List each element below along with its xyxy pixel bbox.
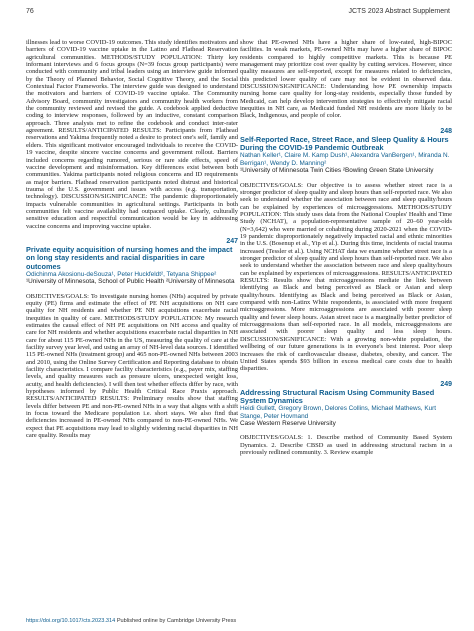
- abstract-number: 248: [440, 127, 452, 135]
- journal-title: JCTS 2023 Abstract Supplement: [348, 8, 450, 15]
- continued-abstract-text: show that PE-owned NHs have a higher share of low-rated, high-BIPOC facilities. In weak markets, PE-owned NHs may have a higher share of BIPOC residents compared to highly competitive markets. This is because PE management may prioritize cost over quality by cutting services. However, since quality measures are self-reported, except for measures related to deficiencies, this predicted lower quality of care may not be evident in observed data. DISCUSSION/SIGNIFICANCE: Understanding how PE ownership impacts nursing home care quality for long-stay residents, especially those funded by Medicaid, can help develop intervention strategies to effectively mitigate racial inequities in NH care, as Medicaid funded NH residents are more likely to be Black, Indigenous, and people of color.: [240, 39, 452, 120]
- abstract-authors[interactable]: Heidi Gullett, Gregory Brown, Delores Collins, Michael Mathews, Kurt Stange, Peter Hovmand: [240, 405, 437, 420]
- abstract-number: 247: [226, 237, 238, 245]
- abstract-affiliation: ¹University of Minnesota Twin Cities ²Bowling Green State University: [240, 167, 434, 175]
- page-header: [26, 8, 450, 22]
- abstract-title: Private equity acquisition of nursing homes and the impact on long stay residents and racial disparities in care outcomes: [26, 244, 233, 271]
- page-number: 76: [26, 8, 34, 15]
- abstract-body: OBJECTIVES/GOALS: Our objective is to assess whether street race is a stronger predictor of sleep quality and sleep hours than self-reported race. We also seek to understand whether the association between race and sleep quality/hours can be explained by experiences of microaggressions. METHODS/STUDY POPULATION: This study uses data from the National Couples' Health and Time Study (NCHAT), a population-representative sample of 20–60 year-olds (N=3,642) who were married or cohabiting during 2020-2021 when the COVID-19 pandemic disproportionately negatively impacted racial and ethnic minorities in the U.S. (Bosenup et al., Yip et al.). During this time, incidents of racial trauma increased (Tessler et al.). Using NCHAT data we examine whether street race is a stronger predictor of sleep quality and sleep hours than self-reported race. We also seek to understand whether the association between race and sleep quality/hours can be explained by experiences of microaggressions. RESULTS/ANTICIPATED RESULTS: Results show that microaggressions mediate the link between identifying as Black and being perceived as Black or Asian and sleep quality/hours. Identifying as Black and being perceived as Black or Asian, compared with non-Latinx White respondents, is associated with more frequent microaggressions. More microaggressions are associated with poorer sleep quality and fewer sleep hours. Asian street race is a marginally better predictor of microaggressions than self-reported race. In all models, microaggressions are associated with poorer sleep quality and less sleep hours. DISCUSSION/SIGNIFICANCE: With a growing non-white population, the wellbeing of our future generations is in everyone's best interest. Poor sleep increases the risk of cardiovascular disease, diabetes, obesity, and cancer. The United States spends $93 billion in excess medical care costs due to health disparities.: [240, 181, 452, 373]
- doi-link[interactable]: https://doi.org/10.1017/cts.2023.314: [26, 618, 116, 624]
- abstract-authors[interactable]: Odichinma Akosionu-deSouza¹, Peter Huckfeldt², Tetyana Shippee²: [26, 270, 217, 278]
- abstract-number: 249: [440, 380, 452, 388]
- right-column: [240, 39, 452, 456]
- abstract-authors[interactable]: Nathan Keller¹, Claire M. Kamp Dush¹, Alexandra VanBergen¹, Miranda N. Berrigan¹, Wendy D. Manning²: [240, 152, 450, 167]
- abstract-title: Self-Reported Race, Street Race, and Sleep Quality & Hours During the COVID-19 Pandemic Outbreak: [240, 134, 449, 153]
- abstract-body: OBJECTIVES/GOALS: 1. Describe method of Community Based System Dynamics. 2. Describe CBSD as used in addressing structural racism in a previously redlined community. 3. Review example: [240, 434, 452, 457]
- continued-abstract-text: illnesses lead to worse COVID-19 outcomes. This study identifies motivators and barriers of COVID-19 vaccine uptake in the Latino and Flathead Reservation agricultural communities. METHODS/STUDY POPULATION: Thirty key informant interviews and 6 focus groups (N=39 focus group participants) were conducted with community and tribal leaders using an interview guide informed by the Theory of Planned Behavior, Social Cognitive Theory, and the Social Contextual Factor Frameworks. The interview guide was designed to understand the motivators and barriers of COVID-19 vaccine uptake. The Community Advisory Board, community investigators and community health workers from the community reviewed and revised the guide. A codebook applied deductive coding to interview responses, followed by an inductive, constant comparison approach. Three analysts met to refine the codebook and conduct inter-rater agreement. RESULTS/ANTICIPATED RESULTS: Participants from Flathead reservations and Yakima frequently noted a desire to protect one's self, family and elders. This significant motivator encouraged individuals to receive the COVID-19 vaccine, despite sincere vaccine concerns and government rollout. Barriers included concerns regarding rumored, serious or rare side effects, speed of vaccine development and misinformation. Key differences exist between both communities. Yakima participants noted religious concerns and ID requirements as major barriers. Flathead reservation participants noted distrust and historical trauma of the U.S. government and issues with access (e.g. transportation, technology). DISCUSSION/SIGNIFICANCE: The pandemic disproportionately impacts vulnerable communities in agricultural settings. Participants in both communities felt vaccine availability had outpaced uptake. Clearly, culturally sensitive education and respectful communication would be key in addressing vaccine concerns and improving vaccine uptake.: [26, 39, 238, 230]
- abstract-affiliation: ¹University of Minnesota, School of Public Health ²University of Minnesota: [26, 278, 235, 286]
- publisher-note: Published online by Cambridge University Press: [115, 618, 237, 624]
- page-footer: [26, 618, 236, 624]
- abstract-body: OBJECTIVES/GOALS: To investigate nursing homes (NHs) acquired by private equity (PE) firms and estimate the effect of PE NH acquisitions on NH care quality for NH residents and whether PE NH acquisitions exacerbate racial inequities in quality of care. METHODS/STUDY POPULATION: My research estimates the causal effect of NH PE acquisitions on NH access and quality of care for NH residents and whether acquisitions exacerbate racial disparities in NH care for about 115 PE-owned NHs in the US, measuring the quality of care at the facility survey year level, and using an array of NH-level data sources. I identified 115 PE-owned NHs (treatment group) and 465 non-PE-owned NHs between 2003 and 2010, using the Online Survey Certification and Reporting database to obtain facility characteristics. I compare facility characteristics (e.g., payer mix, staffing levels, and quality measures such as pressure ulcers, unexpected weight loss, acuity, and health deficiencies). I will then test whether effects differ by race, with hypotheses informed by Public Health Critical Race Praxis approach. RESULTS/ANTICIPATED RESULTS: Preliminary results show that staffing levels differ between PE and non-PE-owned NHs in a way that aligns with a shift in focus toward the Medicare population i.e. short stays. We also find that deficiencies increased in PE-owned NHs compared to non-PE-owned NHs. We expect that PE acquisitions may lead to slightly widening racial disparities in NH care quality. Results may: [26, 292, 238, 440]
- left-column: [26, 39, 238, 440]
- abstract-affiliation: Case Western Reserve University: [240, 419, 336, 427]
- abstract-title: Addressing Structural Racism Using Community Based System Dynamics: [240, 387, 435, 405]
